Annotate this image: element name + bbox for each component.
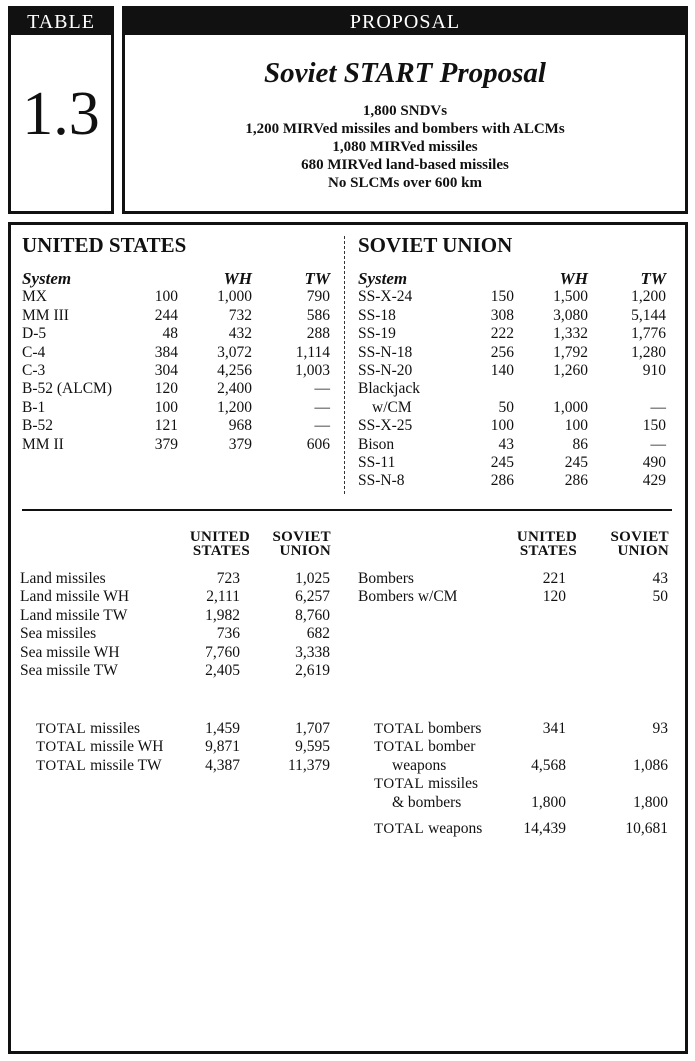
col-wh: WH (559, 269, 588, 288)
system-tw: 490 (642, 454, 666, 471)
total-label-text: missile WH (90, 738, 164, 756)
us-systems-table (22, 270, 334, 470)
system-name: B-1 (22, 398, 46, 416)
summary-us-value: 1,982 (205, 606, 240, 624)
system-count: 308 (490, 306, 514, 324)
total-su-value: 1,800 (633, 793, 668, 811)
summary-label: Land missiles (20, 570, 106, 587)
system-tw: 288 (306, 325, 330, 343)
total-row (374, 820, 670, 838)
table-number-box (8, 6, 114, 214)
total-word: TOTAL (36, 721, 87, 737)
system-name: w/CM (372, 398, 412, 416)
total-label (374, 738, 475, 756)
total-label-cont: & bombers (392, 793, 462, 811)
system-count: 121 (154, 417, 178, 435)
total-row (374, 775, 670, 811)
su-system-row (358, 472, 670, 490)
system-count: 244 (154, 306, 178, 324)
su-system-row (358, 454, 670, 472)
system-wh: 1,792 (553, 343, 588, 361)
system-count: 100 (154, 398, 178, 416)
system-name: SS-19 (358, 325, 396, 343)
system-name: SS-N-18 (358, 343, 413, 361)
system-count: 379 (154, 435, 178, 453)
totals-left (36, 720, 332, 790)
system-tw: 910 (642, 362, 666, 379)
su-system-row (358, 344, 670, 362)
summary-su-value: 1,025 (295, 570, 330, 587)
system-count: 50 (498, 398, 514, 416)
section-label: PROPOSAL (125, 9, 685, 35)
summary-row (358, 588, 670, 606)
section-divider (22, 509, 672, 511)
summary-su-value: 3,338 (295, 643, 330, 661)
system-name: Blackjack (358, 380, 420, 398)
total-su-value: 9,595 (295, 738, 330, 756)
total-label (36, 757, 162, 775)
term-item: No SLCMs over 600 km (328, 175, 482, 191)
system-name: D-5 (22, 325, 47, 343)
system-wh: 245 (564, 454, 588, 471)
system-name: MM III (22, 306, 69, 324)
total-label (36, 720, 140, 738)
summary-row (358, 570, 670, 588)
col-tw: TW (304, 269, 330, 288)
total-us-value: 341 (542, 720, 566, 737)
summary-label: Sea missile TW (20, 662, 118, 679)
total-us-value: 14,439 (523, 820, 566, 837)
system-wh: 286 (564, 472, 588, 490)
total-su-value: 93 (652, 720, 668, 737)
system-name: C-3 (22, 362, 46, 379)
total-label (36, 738, 163, 756)
system-tw: — (314, 417, 330, 435)
summary-us-value: 723 (216, 570, 240, 587)
total-su-value: 11,379 (287, 756, 330, 774)
summary-col-us-right (502, 530, 577, 558)
system-wh: 1,260 (553, 362, 588, 379)
su-system-row (358, 380, 670, 398)
total-label-text: missiles (428, 775, 479, 793)
system-wh: 1,332 (553, 325, 588, 343)
us-header-row (22, 270, 334, 288)
summary-col-su-right (596, 530, 669, 558)
total-label-text: bombers (428, 720, 482, 737)
col-wh: WH (223, 269, 252, 288)
system-count: 48 (162, 325, 178, 343)
total-label (374, 820, 482, 838)
us-system-row (22, 344, 334, 362)
term-item: 1,080 MIRVed missiles (332, 139, 478, 155)
summary-us-value: 2,111 (206, 588, 240, 606)
us-system-row (22, 362, 334, 380)
col-us-line1: UNITED (516, 529, 577, 545)
system-wh: 379 (228, 435, 252, 453)
system-count: 120 (154, 380, 178, 398)
system-name: B-52 (ALCM) (22, 380, 112, 398)
us-system-row (22, 288, 334, 306)
summary-su-value: 50 (652, 588, 668, 606)
col-system: System (358, 269, 408, 288)
term-item: 1,800 SNDVs (362, 103, 448, 119)
total-su-value: 10,681 (625, 820, 668, 837)
total-label (374, 775, 478, 793)
system-name: Bison (358, 435, 395, 453)
col-system: System (22, 269, 72, 288)
total-label (374, 720, 481, 738)
system-count: 43 (498, 435, 514, 453)
system-count: 286 (490, 472, 514, 490)
system-wh: 1,000 (217, 288, 252, 306)
total-row (36, 757, 332, 775)
term-item: 1,200 MIRVed missiles and bombers with ALCMs (245, 121, 565, 137)
system-tw: — (650, 398, 666, 416)
summary-su-value: 43 (652, 570, 668, 587)
system-count: 304 (154, 362, 178, 379)
system-tw: — (314, 380, 330, 398)
system-count: 150 (490, 288, 514, 306)
system-tw: 606 (306, 435, 330, 453)
system-tw: 1,200 (631, 288, 666, 306)
system-count: 140 (490, 362, 514, 379)
system-wh: 1,500 (553, 288, 588, 306)
us-system-row (22, 380, 334, 398)
total-word: TOTAL (374, 739, 425, 756)
system-name: B-52 (22, 417, 53, 435)
summary-row (20, 662, 332, 680)
su-heading: SOVIET UNION (358, 233, 513, 257)
total-row (36, 738, 332, 756)
system-wh: 3,080 (553, 306, 588, 324)
su-system-row (358, 325, 670, 343)
system-name: SS-N-8 (358, 472, 405, 490)
col-tw: TW (640, 269, 666, 288)
col-us-line2: STATES (519, 543, 577, 559)
summary-left (20, 570, 332, 690)
us-system-row (22, 325, 334, 343)
su-system-row (358, 362, 670, 380)
system-wh: 1,000 (553, 398, 588, 416)
total-label-text: weapons (428, 820, 483, 837)
col-su-line1: SOVIET (610, 529, 669, 545)
summary-row (20, 644, 332, 662)
total-label-text: missiles (90, 720, 141, 737)
system-count: 100 (154, 288, 178, 306)
su-system-row (358, 417, 670, 435)
us-system-row (22, 436, 334, 454)
total-us-value: 4,387 (205, 756, 240, 774)
summary-label: Bombers (358, 570, 414, 587)
system-tw: 5,144 (631, 306, 666, 324)
su-system-row (358, 399, 670, 417)
total-us-value: 4,568 (531, 756, 566, 774)
summary-su-value: 8,760 (295, 606, 330, 624)
system-name: SS-X-24 (358, 288, 413, 306)
system-tw: 1,776 (631, 325, 666, 343)
su-system-row (358, 288, 670, 306)
summary-us-value: 736 (216, 625, 240, 643)
system-count: 222 (490, 325, 514, 343)
col-us-line1: UNITED (189, 529, 250, 545)
summary-row (20, 570, 332, 588)
total-label-text: missile TW (90, 756, 162, 774)
total-us-value: 1,800 (531, 793, 566, 811)
us-system-row (22, 307, 334, 325)
system-tw: 1,280 (631, 343, 666, 361)
table-label: TABLE (11, 9, 111, 35)
su-header-row (358, 270, 670, 288)
us-system-row (22, 417, 334, 435)
col-su-line1: SOVIET (272, 529, 331, 545)
summary-label: Sea missiles (20, 625, 97, 643)
summary-us-value: 7,760 (205, 643, 240, 661)
system-tw: 429 (642, 472, 666, 490)
system-wh: 2,400 (217, 380, 252, 398)
summary-label: Bombers w/CM (358, 588, 458, 606)
summary-us-value: 120 (542, 588, 566, 606)
page-title: Soviet START Proposal (264, 57, 546, 89)
su-systems-table (358, 270, 670, 500)
summary-label: Land missile WH (20, 588, 130, 606)
system-tw: 790 (306, 288, 330, 306)
proposal-terms (125, 102, 685, 192)
total-word: TOTAL (36, 757, 87, 774)
summary-right (358, 570, 670, 630)
column-divider (344, 236, 345, 494)
total-su-value: 1,707 (295, 720, 330, 737)
system-name: C-4 (22, 343, 46, 361)
total-su-value: 1,086 (633, 756, 668, 774)
summary-us-value: 221 (542, 570, 566, 587)
su-system-row (358, 307, 670, 325)
us-system-row (22, 399, 334, 417)
total-label-text: bomber (428, 738, 476, 756)
system-wh: 86 (572, 435, 588, 453)
total-us-value: 1,459 (205, 720, 240, 737)
system-tw: — (314, 398, 330, 416)
system-wh: 732 (228, 306, 252, 324)
term-item: 680 MIRVed land-based missiles (301, 157, 509, 173)
system-wh: 1,200 (217, 398, 252, 416)
system-tw: — (650, 435, 666, 453)
summary-row (20, 607, 332, 625)
summary-su-value: 2,619 (295, 662, 330, 679)
total-us-value: 9,871 (205, 738, 240, 756)
system-tw: 1,003 (295, 362, 330, 379)
total-row (374, 720, 670, 738)
system-wh: 3,072 (217, 343, 252, 361)
system-name: MX (22, 288, 47, 306)
col-us-line2: STATES (192, 543, 250, 559)
system-count: 100 (490, 417, 514, 435)
system-name: SS-X-25 (358, 417, 413, 435)
system-name: MM II (22, 435, 64, 453)
system-wh: 100 (564, 417, 588, 435)
system-wh: 432 (228, 325, 252, 343)
system-count: 384 (154, 343, 178, 361)
total-row (36, 720, 332, 738)
system-tw: 150 (642, 417, 666, 435)
totals-right (374, 720, 670, 850)
summary-label: Land missile TW (20, 606, 128, 624)
system-tw: 586 (306, 306, 330, 324)
su-system-row (358, 436, 670, 454)
summary-row (20, 625, 332, 643)
total-row (374, 738, 670, 774)
system-wh: 968 (228, 417, 252, 435)
system-tw: 1,114 (295, 343, 330, 361)
proposal-box (122, 6, 688, 214)
system-count: 245 (490, 454, 514, 471)
total-word: TOTAL (374, 776, 425, 793)
summary-col-us-left (176, 530, 250, 558)
summary-su-value: 6,257 (295, 588, 330, 606)
summary-us-value: 2,405 (205, 662, 240, 679)
col-su-line2: UNION (617, 543, 669, 559)
summary-su-value: 682 (306, 625, 330, 643)
system-name: SS-N-20 (358, 362, 413, 379)
summary-col-su-left (258, 530, 331, 558)
total-label-cont: weapons (392, 756, 447, 774)
us-heading: UNITED STATES (22, 233, 187, 257)
system-count: 256 (490, 343, 514, 361)
table-number: 1.3 (22, 80, 100, 148)
system-name: SS-11 (358, 454, 396, 471)
summary-row (20, 588, 332, 606)
total-word: TOTAL (374, 821, 425, 837)
total-word: TOTAL (374, 721, 425, 737)
total-word: TOTAL (36, 739, 87, 756)
system-name: SS-18 (358, 306, 396, 324)
summary-label: Sea missile WH (20, 643, 120, 661)
col-su-line2: UNION (279, 543, 331, 559)
system-wh: 4,256 (217, 362, 252, 379)
